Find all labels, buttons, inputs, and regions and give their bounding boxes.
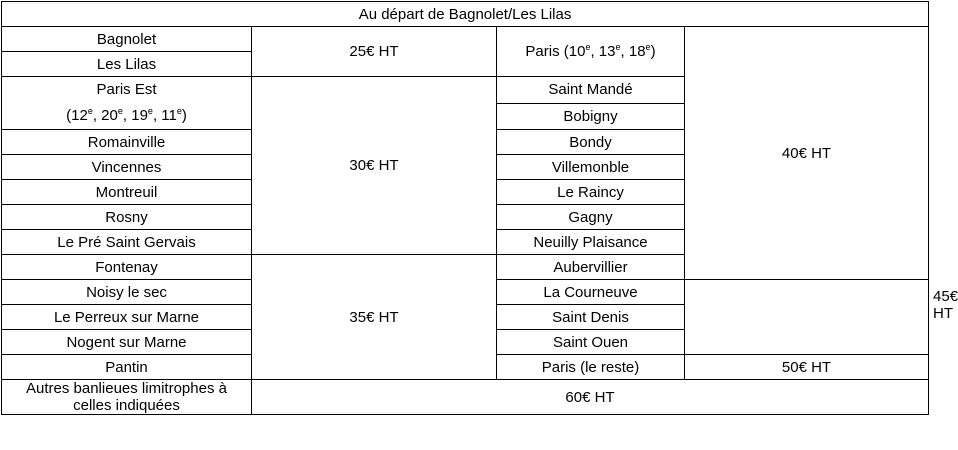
paris-est-label: Paris Est (96, 81, 157, 98)
city-cell: Fontenay (2, 255, 252, 280)
city-cell: Pantin (2, 355, 252, 380)
price-cell: 30€ HT (252, 77, 497, 255)
superscript: e (147, 106, 153, 116)
paris-label: , 13 (590, 43, 616, 60)
arr-text: (12 (66, 107, 88, 124)
table-row (2, 27, 929, 52)
city-cell: Gagny (497, 205, 685, 230)
city-cell: Bondy (497, 130, 685, 155)
superscript: e (645, 42, 651, 52)
arr-text: ) (181, 107, 187, 124)
price-table (1, 1, 958, 415)
city-cell: Montreuil (2, 180, 252, 205)
city-cell: Saint Denis (497, 305, 685, 330)
city-cell: Le Raincy (497, 180, 685, 205)
table-row: Fontenay 35€ HT Aubervillier 45€ HT (2, 255, 929, 280)
paris-label: , 18 (620, 43, 646, 60)
city-cell: Le Pré Saint Gervais (2, 230, 252, 255)
price-cell: 25€ HT (252, 27, 497, 77)
city-cell (497, 27, 685, 77)
city-cell: Les Lilas (2, 52, 252, 77)
city-cell: Bagnolet (2, 27, 252, 52)
price-cell: 50€ HT (685, 355, 929, 380)
arr-text: , 19 (122, 107, 148, 124)
city-cell: Rosny (2, 205, 252, 230)
price-cell: 60€ HT (252, 380, 929, 415)
table-row (2, 2, 929, 27)
city-cell (2, 77, 252, 130)
city-cell: Autres banlieues limitrophes à celles indiquées (2, 380, 252, 415)
city-cell: Le Perreux sur Marne (2, 305, 252, 330)
paris-est-arr (6, 103, 247, 129)
arr-text: , 20 (92, 107, 118, 124)
city-cell: Aubervillier (497, 255, 685, 280)
superscript: e (615, 42, 621, 52)
city-cell: Nogent sur Marne (2, 330, 252, 355)
table-header: Au départ de Bagnolet/Les Lilas (2, 2, 929, 27)
price-cell: 40€ HT (685, 27, 929, 280)
city-cell: Saint Ouen (497, 330, 685, 355)
city-cell: Romainville (2, 130, 252, 155)
table-row (2, 380, 929, 415)
price-cell: 35€ HT (252, 255, 497, 380)
city-cell: Bobigny (497, 103, 685, 130)
superscript: e (117, 106, 123, 116)
city-cell: Noisy le sec (2, 280, 252, 305)
city-cell: Neuilly Plaisance (497, 230, 685, 255)
city-cell: Paris (le reste) (497, 355, 685, 380)
city-cell: Saint Mandé (497, 77, 685, 104)
city-cell: Villemonble (497, 155, 685, 180)
city-cell: Vincennes (2, 155, 252, 180)
arr-text: , 11 (152, 107, 177, 124)
superscript: e (585, 42, 591, 52)
city-cell: La Courneuve (497, 280, 685, 305)
superscript: e (87, 106, 93, 116)
superscript: e (176, 106, 182, 116)
paris-label: Paris (10 (525, 43, 586, 60)
paris-label: ) (650, 43, 656, 60)
